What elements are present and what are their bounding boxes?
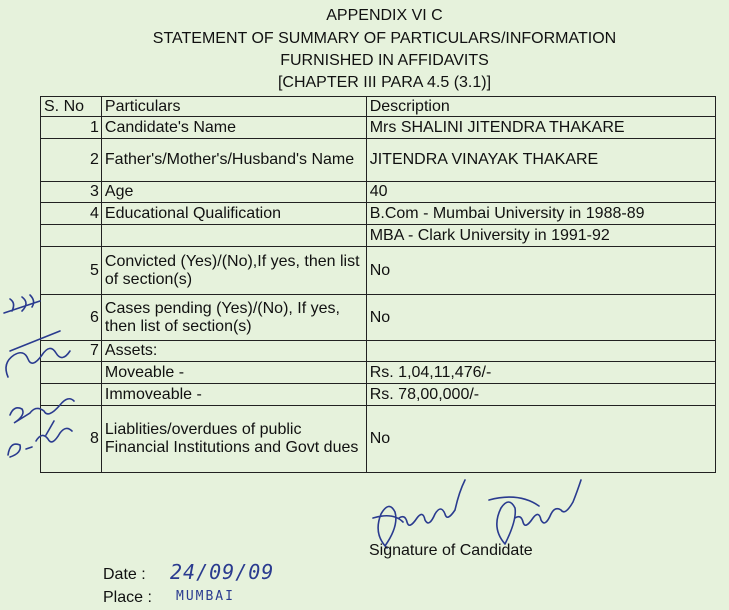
table-row	[41, 117, 716, 139]
row-description: MBA - Clark University in 1991-92	[366, 225, 715, 247]
table-row	[41, 341, 716, 362]
row-particulars: Candidate's Name	[101, 117, 366, 139]
row-particulars: Educational Qualification	[101, 203, 366, 225]
header-particulars: Particulars	[101, 97, 366, 117]
statement-title: STATEMENT OF SUMMARY OF PARTICULARS/INFORMATION	[152, 30, 617, 47]
margin-annotation-scribble	[0, 255, 100, 470]
table-row	[41, 362, 716, 384]
table-row	[41, 247, 716, 295]
row-particulars: Convicted (Yes)/(No),If yes, then list of section(s)	[101, 247, 366, 295]
row-description: Rs. 78,00,000/-	[366, 384, 715, 406]
row-sno: 2	[41, 139, 102, 182]
chapter-reference: [CHAPTER III PARA 4.5 (3.1)]	[277, 74, 492, 91]
table-row	[41, 182, 716, 203]
row-sno: 8	[41, 406, 102, 473]
signature-label: Signature of Candidate	[369, 542, 533, 559]
header-sno: S. No	[41, 97, 102, 117]
row-particulars: Assets:	[101, 341, 366, 362]
row-description	[366, 341, 715, 362]
row-description: Rs. 1,04,11,476/-	[366, 362, 715, 384]
row-sno: 5	[41, 247, 102, 295]
row-description: No	[366, 406, 715, 473]
row-particulars: Liablities/overdues of public Financial Institutions and Govt dues	[101, 406, 366, 473]
row-sno: 7	[41, 341, 102, 362]
row-sno	[41, 225, 102, 247]
row-particulars: Age	[101, 182, 366, 203]
row-description: No	[366, 295, 715, 341]
row-particulars: Immoveable -	[101, 384, 366, 406]
table-row	[41, 203, 716, 225]
date-label: Date :	[103, 566, 146, 583]
table-row	[41, 139, 716, 182]
date-value: 24/09/09	[170, 560, 275, 584]
row-particulars: Father's/Mother's/Husband's Name	[101, 139, 366, 182]
place-label: Place :	[103, 589, 152, 606]
row-description: 40	[366, 182, 715, 203]
table-header-row	[41, 97, 716, 117]
row-sno: 4	[41, 203, 102, 225]
table-row	[41, 406, 716, 473]
row-sno: 3	[41, 182, 102, 203]
row-description: B.Com - Mumbai University in 1988-89	[366, 203, 715, 225]
row-description: Mrs SHALINI JITENDRA THAKARE	[366, 117, 715, 139]
table-row	[41, 384, 716, 406]
row-particulars: Cases pending (Yes)/(No), If yes, then list of section(s)	[101, 295, 366, 341]
row-particulars: Moveable -	[101, 362, 366, 384]
appendix-title: APPENDIX VI C	[326, 7, 443, 24]
row-particulars	[101, 225, 366, 247]
table-row	[41, 295, 716, 341]
row-sno: 6	[41, 295, 102, 341]
particulars-table	[40, 96, 716, 473]
header-description: Description	[366, 97, 715, 117]
place-value: MUMBAI	[176, 589, 235, 604]
row-sno: 1	[41, 117, 102, 139]
row-description: No	[366, 247, 715, 295]
row-description: JITENDRA VINAYAK THAKARE	[366, 139, 715, 182]
statement-subtitle: FURNISHED IN AFFIDAVITS	[280, 52, 489, 69]
table-row	[41, 225, 716, 247]
